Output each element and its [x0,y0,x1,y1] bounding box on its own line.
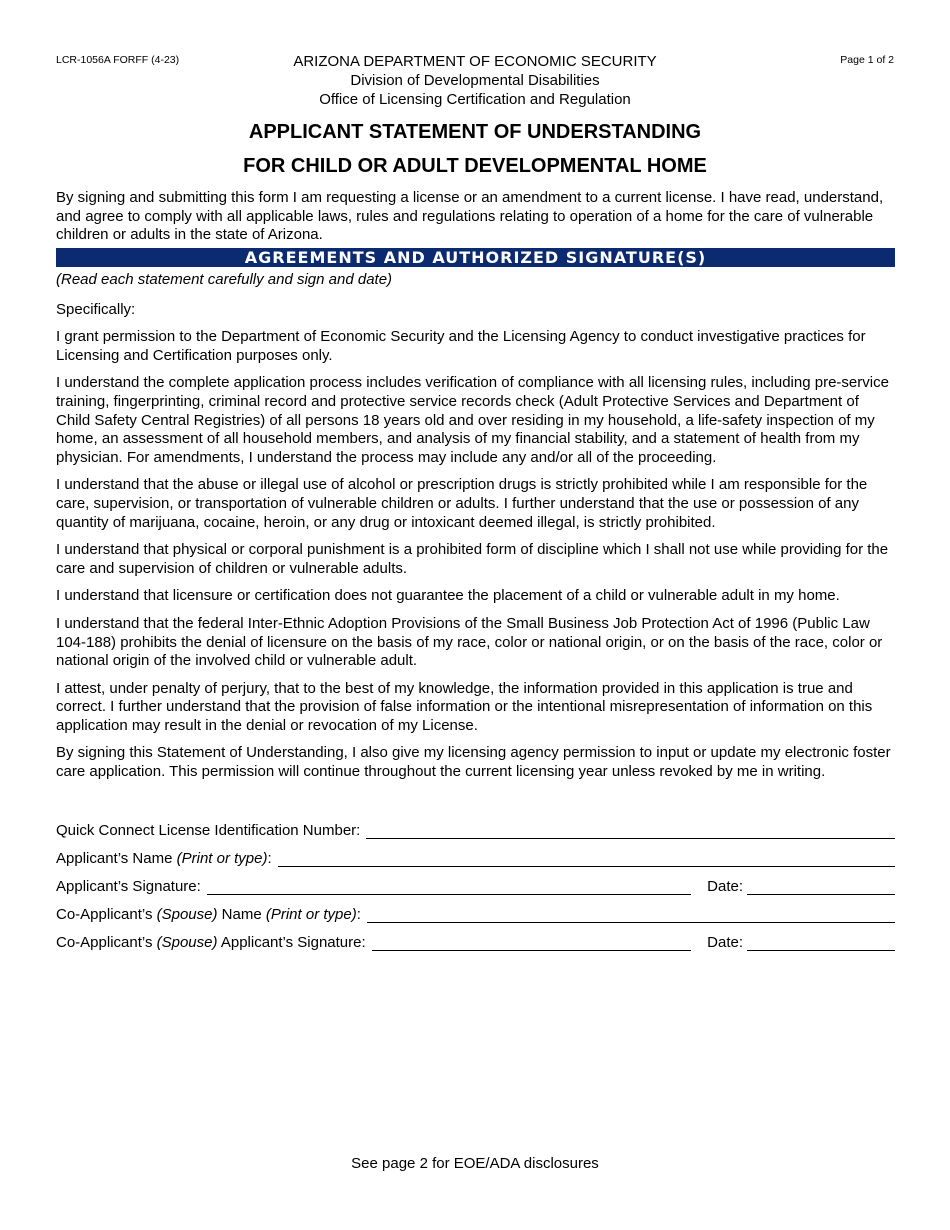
co-applicant-signature-row [56,931,895,951]
applicant-signature-label: Applicant’s Signature: [56,878,201,895]
section-banner: AGREEMENTS AND AUTHORIZED SIGNATURE(S) [56,248,895,267]
agency-header [0,53,950,109]
statement-4: I understand that physical or corporal punishment is a prohibited form of discipline which I shall not use while providing for the care and supervision of children or vulnerable adults. [56,541,889,577]
office-name: Office of Licensing Certification and Regulation [319,91,631,108]
statement-7: I attest, under penalty of perjury, that to the best of my knowledge, the information provided in this application is true and correct. I further understand that the provision of false information or the intentional misrepresentation of information on this application may result in the denial or revocation of my License. [56,679,873,734]
applicant-name-field[interactable] [278,851,895,867]
license-id-label: Quick Connect License Identification Number: [56,822,361,839]
applicant-signature-row [56,875,895,895]
applicant-signature-field[interactable] [207,879,691,895]
applicant-date-label: Date: [707,878,743,895]
page-number: Page 1 of 2 [840,54,894,66]
applicant-date-field[interactable] [747,879,895,895]
intro-paragraph: By signing and submitting this form I am requesting a license or an amendment to a current license. I have read, understand, and agree to comply with all applicable laws, rules and regulations relating to operation of a home for the care of vulnerable children or adults in the state of Arizona. [56,189,884,244]
footer-note: See page 2 for EOE/ADA disclosures [351,1155,599,1172]
co-applicant-name-row [56,903,895,923]
form-id: LCR-1056A FORFF (4-23) [56,54,180,66]
applicant-name-row [56,847,895,867]
statement-5: I understand that licensure or certification does not guarantee the placement of a child or vulnerable adult in my home. [56,587,840,605]
co-applicant-signature-field[interactable] [372,935,691,951]
statement-8: By signing this Statement of Understanding, I also give my licensing agency permission to input or update my electronic foster care application. This permission will continue throughout the current licensing year unless revoked by me in writing. [56,744,891,781]
co-applicant-date-label: Date: [707,934,743,951]
co-applicant-name-label: Co-Applicant’s (Spouse) Name (Print or type): [56,906,361,923]
division-name: Division of Developmental Disabilities [350,72,600,89]
form-title-line1: APPLICANT STATEMENT OF UNDERSTANDING [248,121,702,143]
applicant-name-label: Applicant’s Name (Print or type): [56,850,272,867]
co-applicant-date-field[interactable] [747,935,895,951]
statement-1: I grant permission to the Department of Economic Security and the Licensing Agency to conduct investigative practices for Licensing and Certification purposes only. [56,328,866,364]
statement-3: I understand that the abuse or illegal use of alcohol or prescription drugs is strictly prohibited while I am responsible for the care, supervision, or transportation of vulnerable children or adults. I further understand that the use or possession of any quantity of marijuana, cocaine, heroin, or any drug or intoxicant deemed illegal, is strictly prohibited. [56,476,868,531]
co-applicant-name-field[interactable] [367,907,895,923]
statement-6: I understand that the federal Inter-Ethnic Adoption Provisions of the Small Business Job Protection Act of 1996 (Public Law 104-188) prohibits the denial of licensure on the basis of my race, color or national origin, or on the basis of the race, color or national origin of the involved child or vulnerable adult. [56,614,883,670]
specifically-label: Specifically: [56,300,136,318]
statement-2: I understand the complete application process includes verification of compliance with all licensing rules, including pre-service training, fingerprinting, criminal record and protective service records check (Adult Protective Services and Department of Child Safety Central Registries) of all persons 18 years old and over residing in my household, a life-safety inspection of my home, an assessment of all household members, and analysis of my financial stability, and a statement of health from my physician. For amendments, I understand the process may include any and/or all of the proceeding. [56,374,889,466]
department-name: ARIZONA DEPARTMENT OF ECONOMIC SECURITY [293,53,657,70]
instructions-note: (Read each statement carefully and sign and date) [56,271,393,288]
license-id-row [56,819,895,839]
form-title-line2: FOR CHILD OR ADULT DEVELOPMENTAL HOME [243,155,707,177]
license-id-field[interactable] [366,823,895,839]
co-applicant-signature-label: Co-Applicant’s (Spouse) Applicant’s Signature: [56,934,366,951]
agreements-section [56,271,895,791]
